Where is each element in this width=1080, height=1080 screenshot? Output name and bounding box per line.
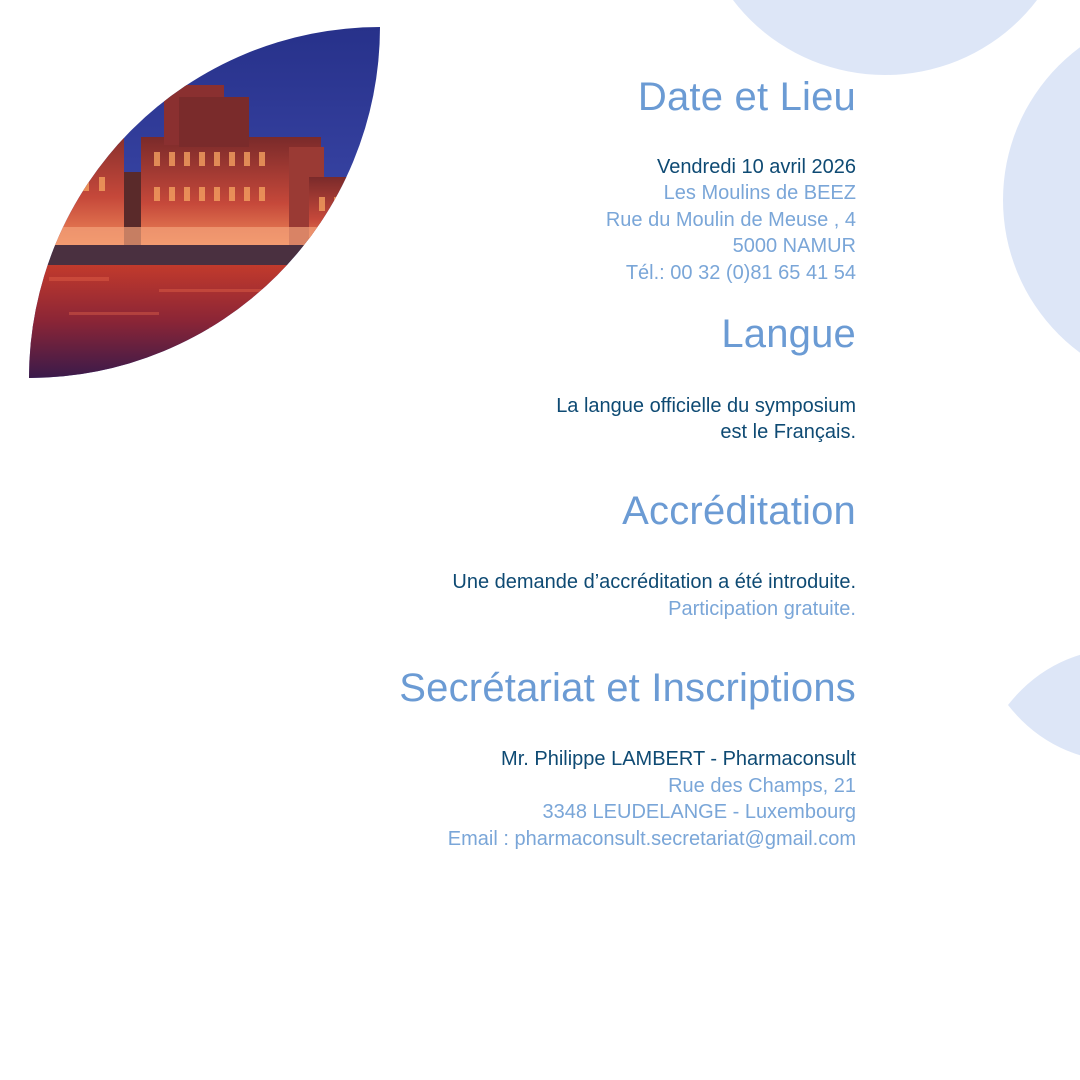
secretariat-heading: Secrétariat et Inscriptions bbox=[399, 666, 856, 710]
date-lieu-heading: Date et Lieu bbox=[637, 75, 856, 119]
venue-photo bbox=[29, 27, 380, 378]
secretariat-city: 3348 LEUDELANGE - Luxembourg bbox=[542, 801, 856, 823]
decorative-leaf-right bbox=[1008, 650, 1080, 760]
accreditation-line-2: Participation gratuite. bbox=[668, 598, 856, 620]
langue-line-1: La langue officielle du symposium bbox=[556, 395, 856, 417]
langue-line-2: est le Français. bbox=[720, 421, 856, 443]
venue-phone: Tél.: 00 32 (0)81 65 41 54 bbox=[625, 262, 856, 284]
secretariat-contact: Mr. Philippe LAMBERT - Pharmaconsult bbox=[501, 748, 856, 770]
langue-heading: Langue bbox=[721, 312, 856, 356]
event-date: Vendredi 10 avril 2026 bbox=[656, 156, 856, 178]
venue-street: Rue du Moulin de Meuse , 4 bbox=[605, 209, 856, 231]
decorative-circle-right bbox=[1003, 10, 1080, 390]
decorative-circle-top bbox=[695, 0, 1075, 75]
venue-name: Les Moulins de BEEZ bbox=[663, 182, 856, 204]
accreditation-line-1: Une demande d’accréditation a été introduite. bbox=[452, 571, 856, 593]
secretariat-email[interactable]: Email : pharmaconsult.secretariat@gmail.com bbox=[447, 828, 856, 850]
accreditation-heading: Accréditation bbox=[622, 489, 856, 533]
venue-city: 5000 NAMUR bbox=[732, 235, 856, 257]
secretariat-street: Rue des Champs, 21 bbox=[668, 775, 856, 797]
